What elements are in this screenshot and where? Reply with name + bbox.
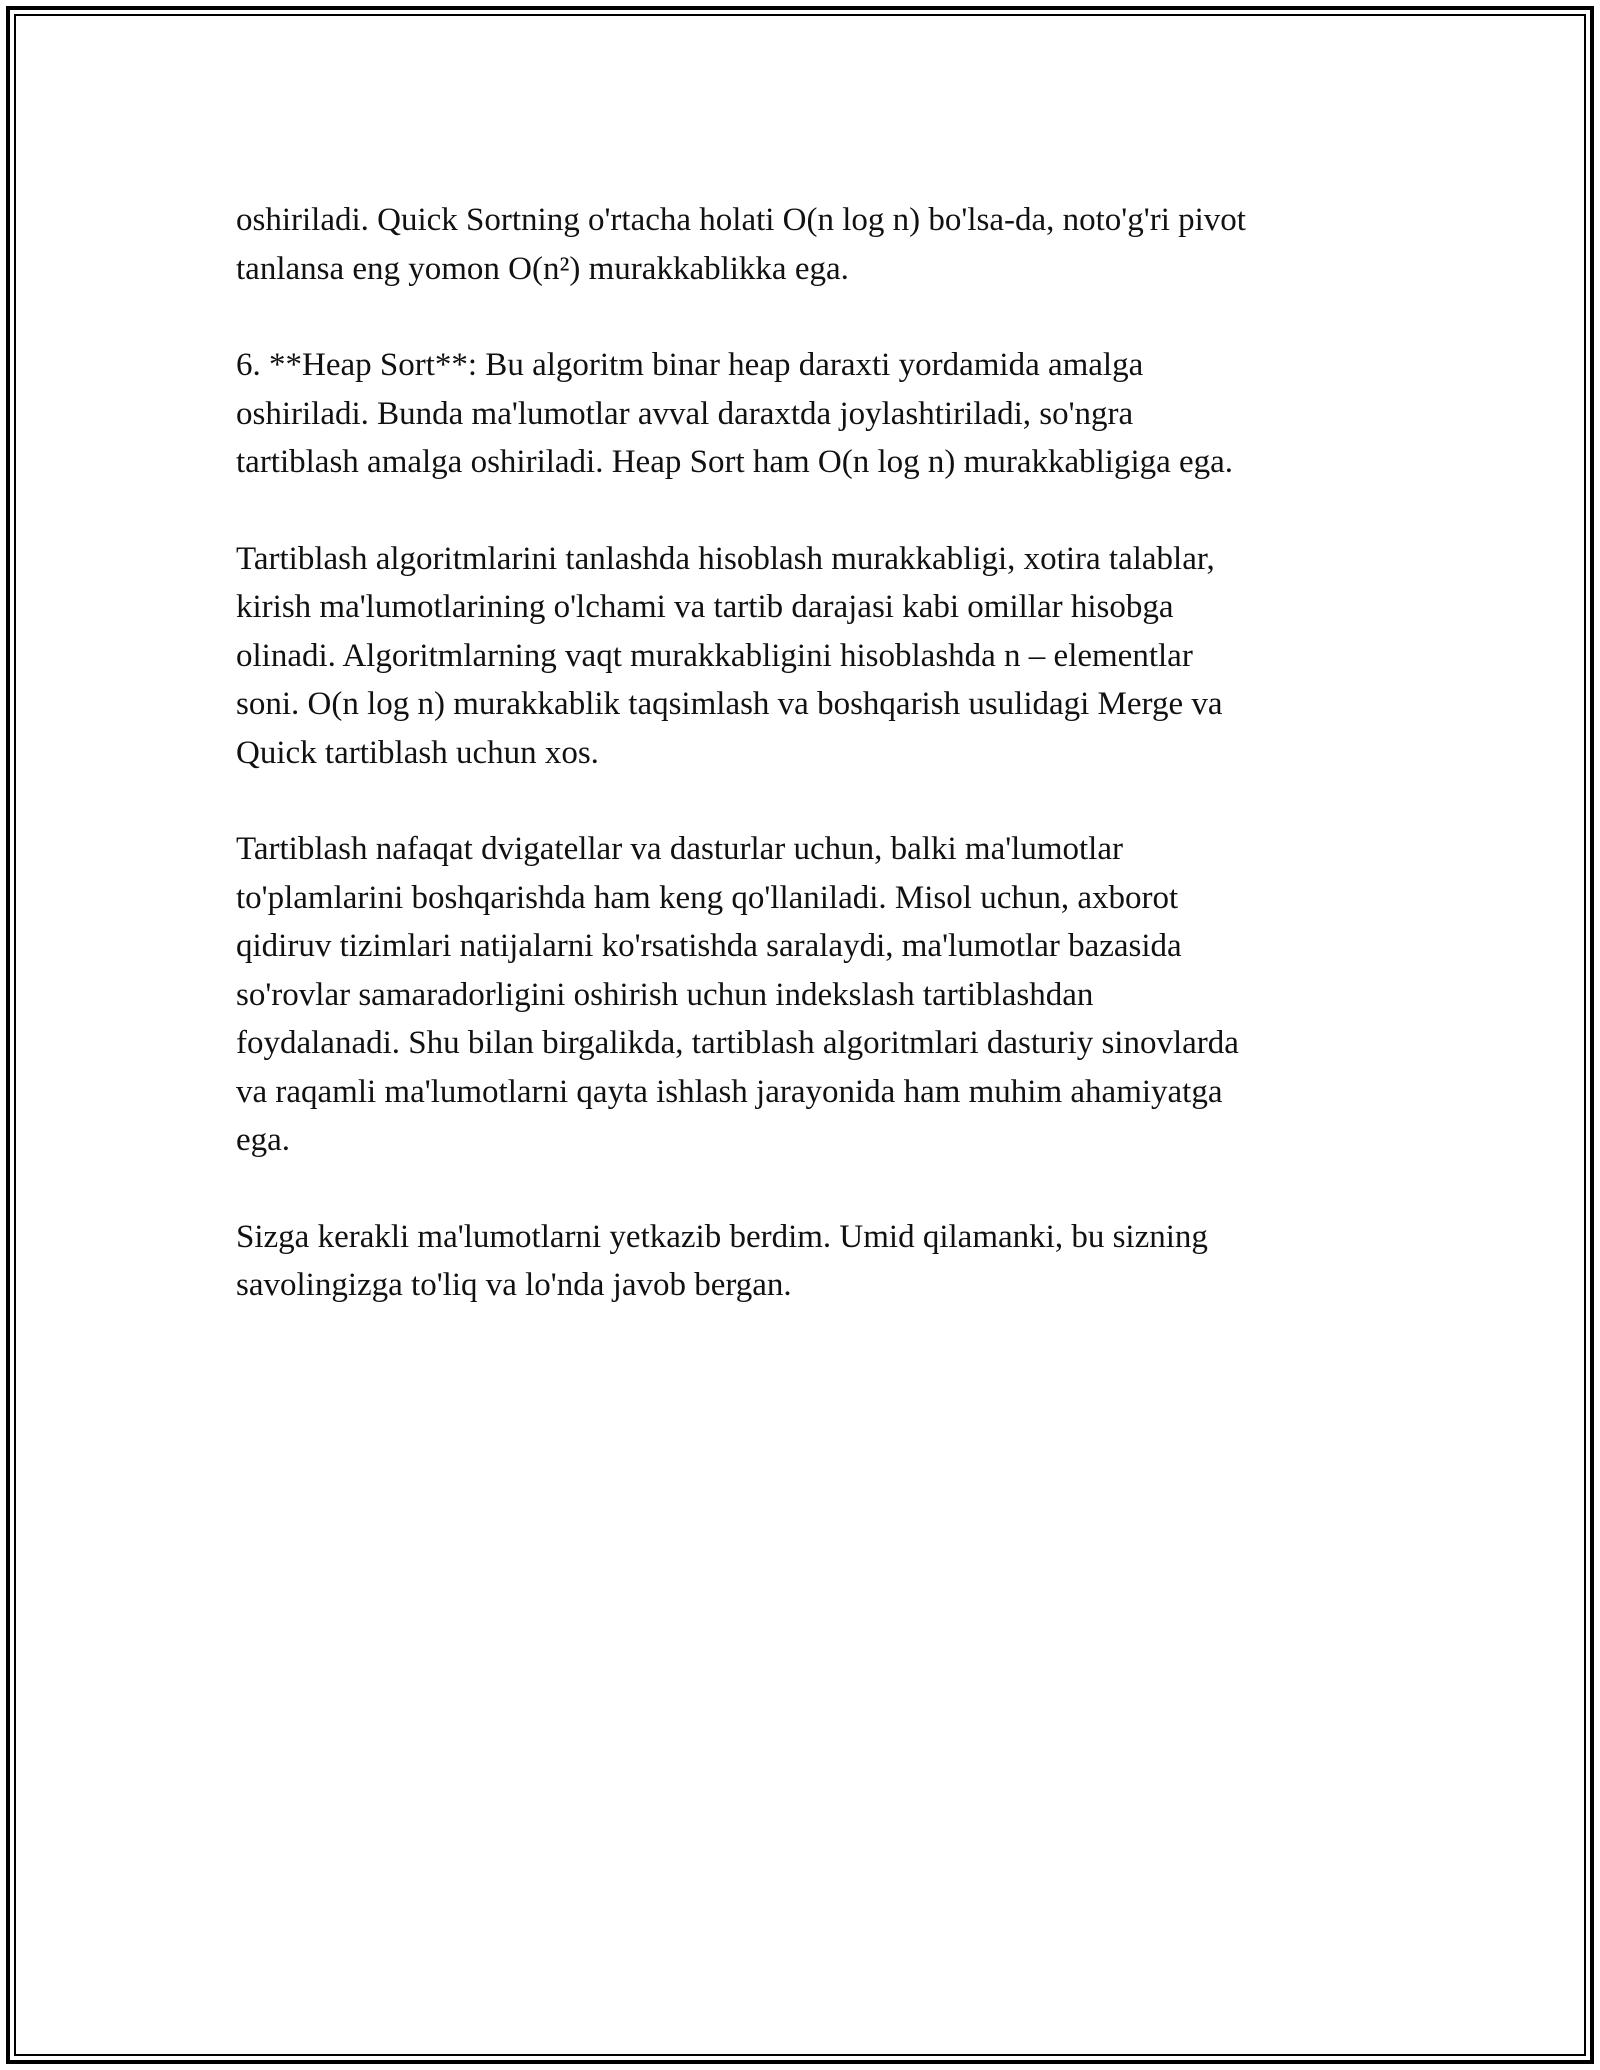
text-line: to'plamlarini boshqarishda ham keng qo'llaniladi. Misol uchun, axborot xyxy=(236,879,1179,916)
document-body xyxy=(236,196,1386,1358)
text-line: savolingizga to'liq va lo'nda javob bergan. xyxy=(236,1267,792,1303)
text-line: Sizga kerakli ma'lumotlarni yetkazib berdim. Umid qilamanki, bu sizning xyxy=(236,1218,1208,1255)
paragraph-closing xyxy=(236,1213,1386,1310)
text-line: Tartiblash algoritmlarini tanlashda hisoblash murakkabligi, xotira talablar, xyxy=(236,540,1215,577)
text-line: Tartiblash nafaqat dvigatellar va dasturlar uchun, balki ma'lumotlar xyxy=(236,831,1123,867)
paragraph-sorting-applications xyxy=(236,825,1386,1165)
paragraph-heap-sort xyxy=(236,341,1386,487)
paragraph-algorithm-selection xyxy=(236,535,1386,778)
text-line: 6. **Heap Sort**: Bu algoritm binar heap daraxti yordamida amalga xyxy=(236,347,1144,383)
text-line: oshiriladi. Quick Sortning o'rtacha holati O(n log n) bo'lsa-da, noto'g'ri pivot xyxy=(236,202,1246,238)
text-line: va raqamli ma'lumotlarni qayta ishlash jarayonida ham muhim ahamiyatga xyxy=(236,1073,1223,1110)
text-line: qidiruv tizimlari natijalarni ko'rsatishda saralaydi, ma'lumotlar bazasida xyxy=(236,928,1182,964)
text-line: Quick tartiblash uchun xos. xyxy=(236,734,599,771)
text-line: kirish ma'lumotlarining o'lchami va tartib darajasi kabi omillar hisobga xyxy=(236,589,1174,625)
text-line: tanlansa eng yomon O(n²) murakkablikka ega. xyxy=(236,250,849,287)
text-line: oshiriladi. Bunda ma'lumotlar avval daraxtda joylashtiriladi, so'ngra xyxy=(236,395,1134,432)
text-line: foydalanadi. Shu bilan birgalikda, tartiblash algoritmlari dasturiy sinovlarda xyxy=(236,1025,1239,1061)
paragraph-quick-sort-continued xyxy=(236,196,1386,293)
text-line: tartiblash amalga oshiriladi. Heap Sort ham O(n log n) murakkabligiga ega. xyxy=(236,444,1234,480)
text-line: ega. xyxy=(236,1122,291,1158)
document-page xyxy=(6,6,1594,2064)
text-line: so'rovlar samaradorligini oshirish uchun indekslash tartiblashdan xyxy=(236,976,1094,1013)
text-line: olinadi. Algoritmlarning vaqt murakkabligini hisoblashda n – elementlar xyxy=(236,637,1193,674)
text-line: soni. O(n log n) murakkablik taqsimlash va boshqarish usulidagi Merge va xyxy=(236,686,1223,722)
